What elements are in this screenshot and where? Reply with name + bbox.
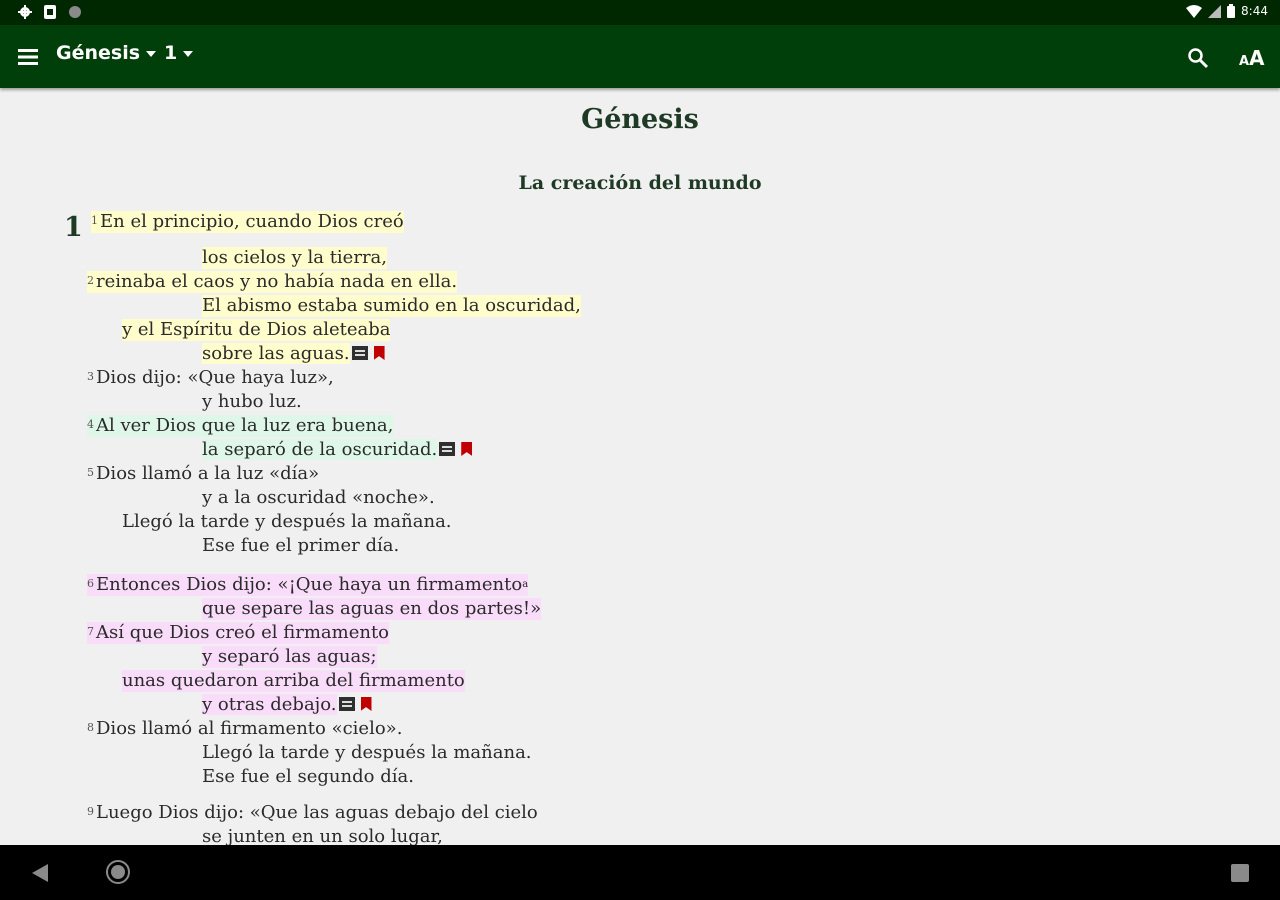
verse-line[interactable] — [87, 367, 334, 389]
book-selector[interactable] — [56, 42, 156, 64]
verse-line[interactable] — [202, 391, 302, 413]
verse-line[interactable] — [202, 343, 385, 365]
verse-line[interactable] — [91, 211, 404, 233]
verse-line[interactable] — [202, 535, 399, 557]
verse-line[interactable] — [87, 802, 538, 824]
home-icon[interactable] — [106, 860, 130, 884]
verse-text: los cielos y la tierra, — [202, 247, 388, 268]
verse-line[interactable] — [122, 319, 390, 341]
search-icon[interactable] — [1186, 46, 1210, 70]
status-bar — [0, 0, 1280, 25]
verse-text: y otras debajo. — [202, 694, 337, 715]
verse-line[interactable] — [202, 742, 532, 764]
status-left-icons — [18, 5, 82, 19]
verse-text: Llegó la tarde y después la mañana. — [122, 511, 452, 532]
verse-text: Dios llamó al firmamento «cielo». — [96, 718, 403, 739]
verse-text: El abismo estaba sumido en la oscuridad, — [202, 295, 581, 316]
signal-icon — [1208, 5, 1221, 18]
verse-text: Ese fue el primer día. — [202, 535, 400, 556]
verse-text: unas quedaron arriba del firmamento — [122, 670, 465, 691]
verse-number: 3 — [87, 370, 94, 383]
verse-line[interactable] — [122, 511, 452, 533]
sd-card-icon — [44, 5, 56, 19]
footnote-marker[interactable]: a — [522, 579, 529, 590]
verse-line[interactable] — [87, 271, 457, 293]
verse-text: y separó las aguas; — [202, 646, 377, 667]
verse-line[interactable] — [202, 826, 443, 845]
wifi-icon — [1186, 5, 1202, 18]
verse-text: Llegó la tarde y después la mañana. — [202, 742, 532, 763]
settings-icon — [18, 5, 32, 19]
chapter-selector-label: 1 — [164, 42, 178, 64]
verse-number: 2 — [87, 274, 94, 287]
font-size-icon[interactable] — [1238, 44, 1268, 70]
reading-area[interactable] — [0, 88, 1280, 845]
svg-text:A: A — [1239, 54, 1250, 69]
verse-line[interactable] — [87, 574, 528, 596]
verse-number: 4 — [87, 418, 94, 431]
status-time: 8:44 — [1241, 4, 1268, 18]
verse-number: 7 — [87, 625, 94, 638]
verse-text: y a la oscuridad «noche». — [202, 487, 435, 508]
verse-line[interactable] — [202, 598, 541, 620]
book-title: Génesis — [581, 104, 699, 135]
recents-icon[interactable] — [1231, 864, 1249, 882]
verse-line[interactable] — [202, 295, 581, 317]
verse-line[interactable] — [202, 694, 372, 716]
verse-text: Dios llamó a la luz «día» — [96, 463, 320, 484]
verse-text: reinaba el caos y no había nada en ella. — [96, 271, 458, 292]
status-right-icons — [1186, 4, 1268, 18]
verse-line[interactable] — [202, 487, 435, 509]
verse-line[interactable] — [87, 622, 389, 644]
note-icon[interactable] — [339, 697, 355, 711]
verse-line[interactable] — [87, 718, 402, 740]
battery-icon — [1227, 4, 1235, 18]
svg-text:A: A — [1249, 46, 1265, 70]
verse-number: 5 — [87, 466, 94, 479]
chevron-down-icon — [183, 51, 193, 57]
menu-icon[interactable] — [16, 45, 42, 69]
verse-number: 9 — [87, 805, 94, 818]
verse-text: Así que Dios creó el firmamento — [96, 622, 390, 643]
verse-text: Dios dijo: «Que haya luz», — [96, 367, 334, 388]
chapter-number: 1 — [64, 212, 83, 243]
back-icon[interactable] — [30, 863, 50, 883]
verse-line[interactable] — [202, 766, 414, 788]
verse-line[interactable] — [122, 670, 465, 692]
verse-text: que separe las aguas en dos partes!» — [202, 598, 542, 619]
verse-line[interactable] — [87, 415, 393, 437]
chapter-selector[interactable] — [164, 42, 193, 64]
verse-line[interactable] — [202, 646, 377, 668]
app-bar — [0, 25, 1280, 88]
bookmark-icon[interactable] — [374, 346, 385, 360]
verse-text: En el principio, cuando Dios creó — [100, 211, 404, 232]
verse-line[interactable] — [202, 439, 472, 461]
bookmark-icon[interactable] — [361, 697, 372, 711]
verse-line[interactable] — [87, 463, 319, 485]
chevron-down-icon — [146, 51, 156, 57]
bookmark-icon[interactable] — [461, 442, 472, 456]
verse-number: 1 — [91, 214, 98, 227]
verse-text: y el Espíritu de Dios aleteaba — [122, 319, 391, 340]
verse-text: Entonces Dios dijo: «¡Que haya un firmamento — [96, 574, 523, 595]
verse-text: sobre las aguas. — [202, 343, 350, 364]
note-icon[interactable] — [439, 442, 455, 456]
navigation-bar — [0, 845, 1280, 900]
verse-text: la separó de la oscuridad. — [202, 439, 438, 460]
verse-number: 6 — [87, 577, 94, 590]
verse-text: Al ver Dios que la luz era buena, — [96, 415, 394, 436]
verse-text: se junten en un solo lugar, — [202, 826, 443, 845]
verse-line[interactable] — [202, 247, 387, 269]
verse-text: Luego Dios dijo: «Que las aguas debajo del cielo — [96, 802, 538, 823]
book-selector-label: Génesis — [56, 42, 141, 64]
section-title: La creación del mundo — [518, 172, 762, 194]
sync-icon — [68, 5, 82, 19]
verse-number: 8 — [87, 721, 94, 734]
verse-text: Ese fue el segundo día. — [202, 766, 414, 787]
verse-text: y hubo luz. — [202, 391, 302, 412]
note-icon[interactable] — [352, 346, 368, 360]
